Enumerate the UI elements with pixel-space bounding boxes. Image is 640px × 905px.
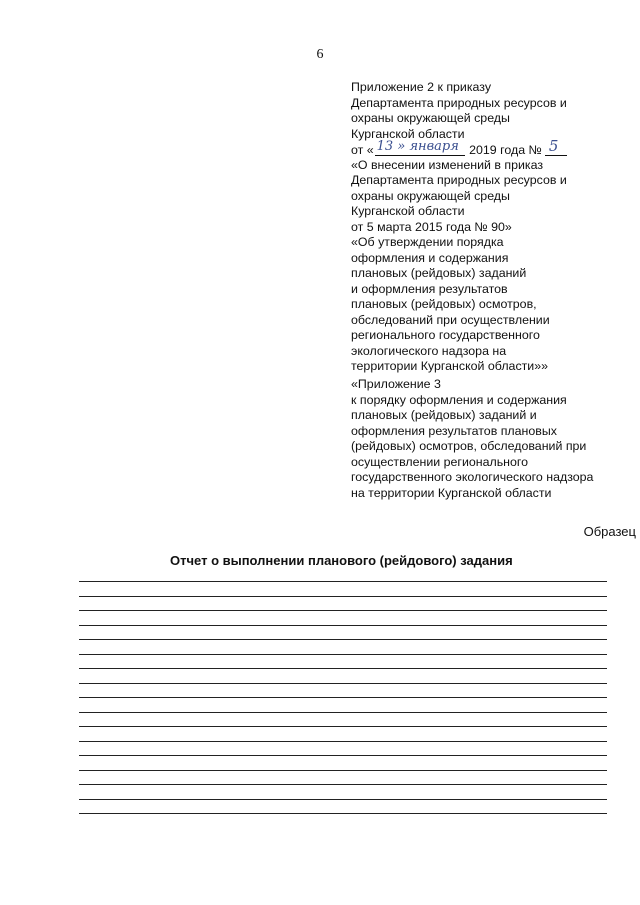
blank-line	[79, 639, 607, 640]
heading-line: на территории Курганской области	[351, 485, 552, 500]
heading-line: оформления результатов плановых	[351, 423, 557, 438]
heading-line: «Об утверждении порядка	[351, 235, 504, 249]
heading-line: обследований при осуществлении	[351, 312, 550, 327]
heading-line: Приложение 2 к приказу	[351, 80, 492, 94]
blank-line	[79, 755, 607, 756]
heading-line: от 5 марта 2015 года № 90»	[351, 219, 512, 234]
heading-line: Департамента природных ресурсов и	[351, 173, 567, 187]
report-title: Отчет о выполнении планового (рейдового) задания	[170, 553, 513, 568]
date-mid: »	[397, 138, 406, 154]
order-appendix-heading	[351, 80, 636, 375]
blank-line	[79, 683, 607, 684]
heading-line: оформления и содержания	[351, 250, 509, 265]
blank-line	[79, 770, 607, 771]
heading-line: и оформления результатов	[351, 281, 508, 296]
blank-line	[79, 610, 607, 611]
date-suffix: 2019 года №	[469, 143, 542, 157]
blank-line	[79, 625, 607, 626]
blank-line	[79, 726, 607, 727]
heading-line: Департамента природных ресурсов и	[351, 95, 567, 110]
heading-line: охраны окружающей среды	[351, 111, 510, 125]
heading-line: осуществлении регионального	[351, 454, 529, 469]
blank-line	[79, 799, 607, 800]
page-number: 6	[316, 47, 324, 62]
handwritten-day: 13	[376, 138, 394, 154]
blank-line	[79, 741, 607, 742]
date-prefix: от «	[351, 143, 374, 157]
blank-line	[79, 784, 607, 785]
blank-line	[79, 596, 607, 597]
heading-line: государственного экологического надзора	[351, 470, 594, 484]
heading-line: плановых (рейдовых) заданий и	[351, 408, 537, 422]
heading-line: «О внесении изменений в приказ	[351, 157, 544, 172]
sample-label: Образец	[583, 524, 636, 539]
blank-line	[79, 654, 607, 655]
heading-line: территории Курганской области»»	[351, 359, 549, 373]
heading-line: Курганской области	[351, 126, 465, 141]
heading-line: плановых (рейдовых) осмотров,	[351, 297, 537, 311]
handwritten-number-field	[545, 136, 567, 156]
order-date-line	[351, 136, 636, 158]
blank-line	[79, 581, 607, 582]
blank-line	[79, 697, 607, 698]
heading-line: «Приложение 3	[351, 377, 441, 391]
heading-line: экологического надзора на	[351, 343, 507, 358]
blank-ruled-lines	[79, 581, 607, 828]
blank-line	[79, 712, 607, 713]
heading-line: (рейдовых) осмотров, обследований при	[351, 439, 587, 453]
blank-line	[79, 668, 607, 669]
heading-line: охраны окружающей среды	[351, 188, 510, 203]
handwritten-number: 5	[548, 136, 559, 155]
handwritten-date-field	[375, 138, 465, 156]
procedure-appendix-heading	[351, 377, 636, 501]
heading-line: плановых (рейдовых) заданий	[351, 266, 527, 280]
blank-line	[79, 813, 607, 814]
heading-line: к порядку оформления и содержания	[351, 392, 567, 407]
heading-line: регионального государственного	[351, 328, 540, 342]
handwritten-month: января	[409, 138, 459, 154]
heading-line: Курганской области	[351, 204, 465, 218]
